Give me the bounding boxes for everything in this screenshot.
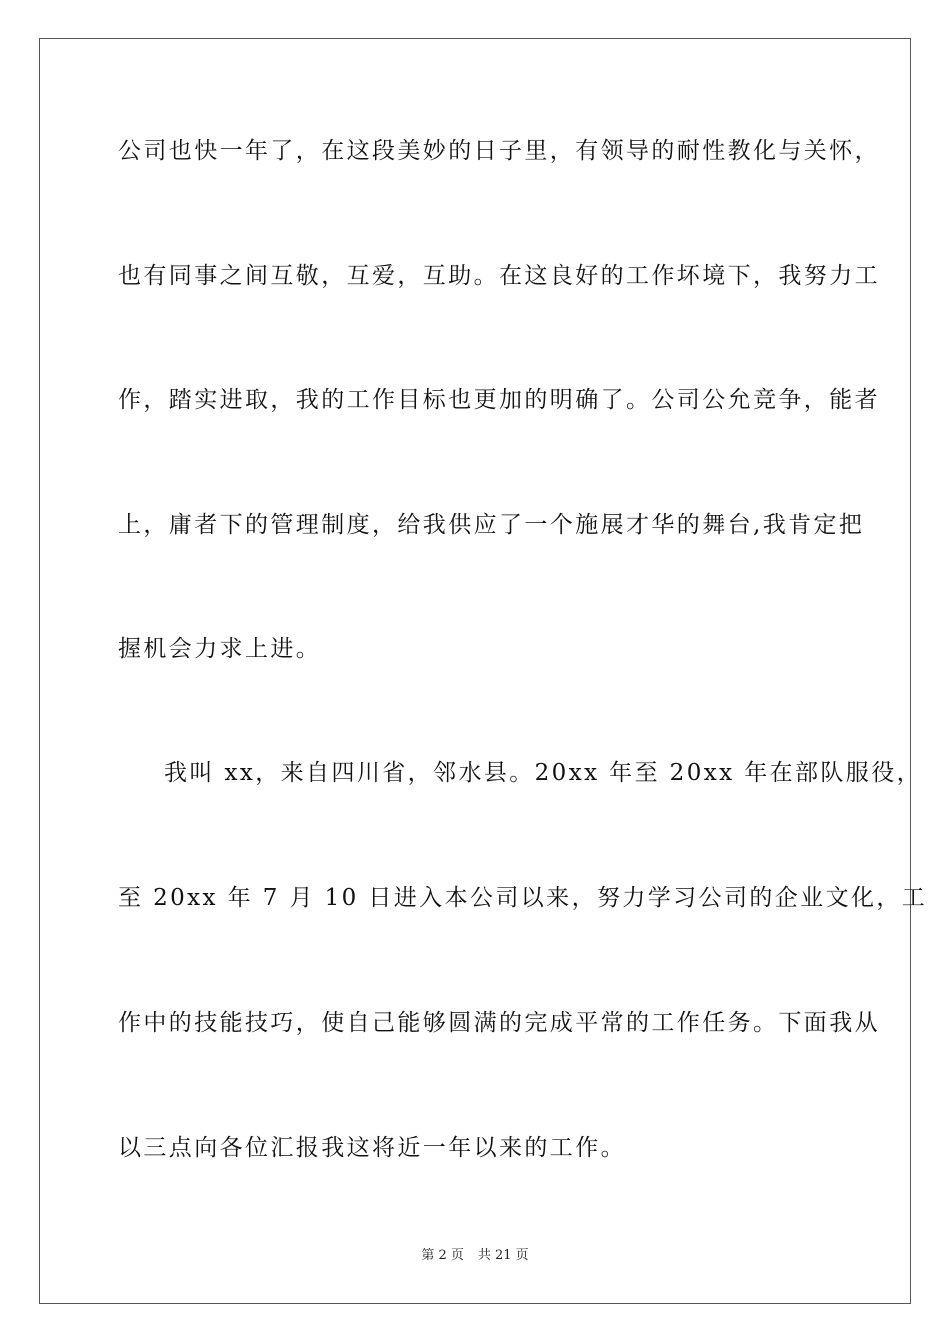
page-number: 第 2 页 — [421, 1248, 464, 1263]
total-pages: 共 21 页 — [477, 1248, 529, 1263]
body-line-8: 作中的技能技巧，使自己能够圆满的完成平常的工作任务。下面我从 — [118, 1010, 880, 1036]
page-footer — [0, 1247, 950, 1265]
body-line-6: 我叫 xx，来自四川省，邻水县。20xx 年至 20xx 年在部队服役， — [164, 760, 923, 786]
body-line-2: 也有同事之间互敬，互爱，互助。在这良好的工作坏境下，我努力工 — [118, 263, 880, 289]
body-line-1: 公司也快一年了，在这段美妙的日子里，有领导的耐性教化与关怀， — [118, 138, 880, 164]
body-line-3: 作，踏实进取，我的工作目标也更加的明确了。公司公允竞争，能者 — [118, 387, 880, 413]
body-line-7: 至 20xx 年 7 月 10 日进入本公司以来，努力学习公司的企业文化，工 — [118, 885, 928, 911]
body-line-9: 以三点向各位汇报我这将近一年以来的工作。 — [118, 1135, 626, 1161]
page-border — [39, 38, 928, 1304]
body-line-5: 握机会力求上进。 — [118, 636, 322, 662]
body-line-4: 上，庸者下的管理制度，给我供应了一个施展才华的舞台,我肯定把 — [118, 512, 865, 538]
